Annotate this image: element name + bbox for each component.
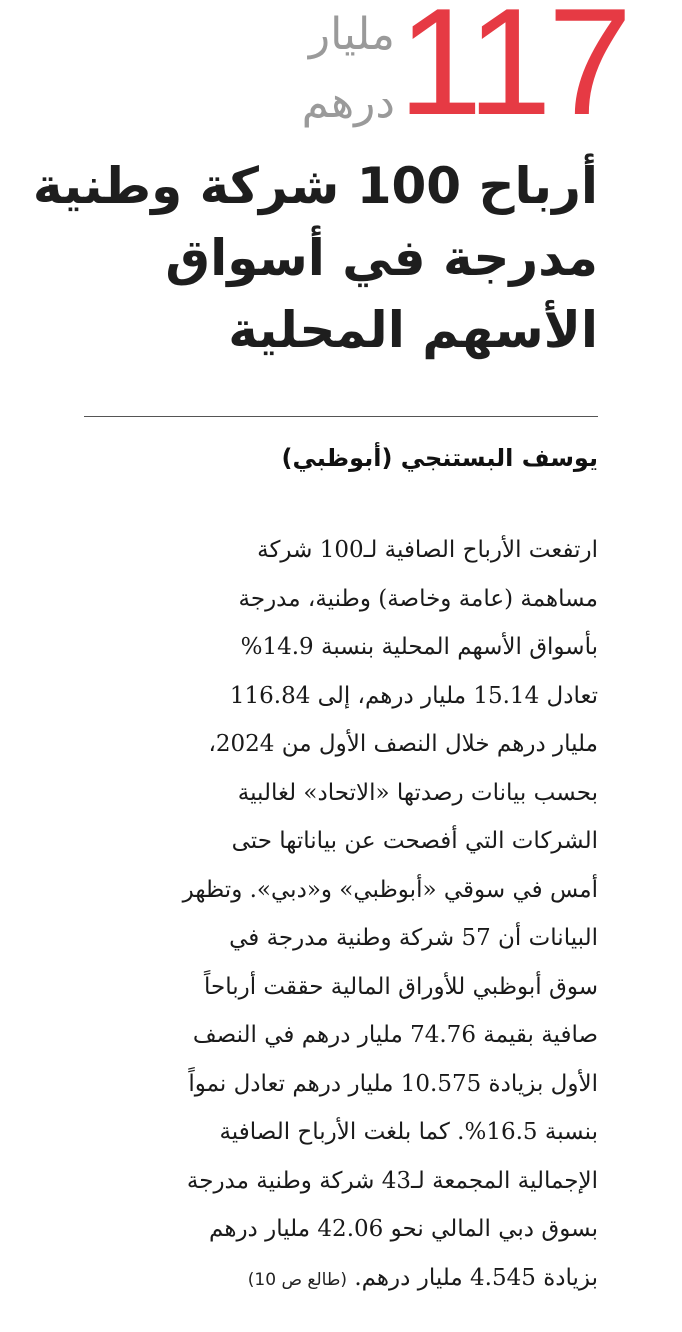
body-line: مساهمة (عامة وخاصة) وطنية، مدرجة (238, 585, 598, 612)
body-last-line (84, 1254, 598, 1303)
body-line: بأسواق الأسهم المحلية بنسبة 14.9% (240, 634, 598, 660)
body-line: بسوق دبي المالي نحو 42.06 مليار درهم (209, 1216, 598, 1242)
stat-unit-billion: مليار (308, 9, 395, 60)
byline: يوسف البستنجي (أبوظبي) (281, 444, 598, 472)
body-line: صافية بقيمة 74.76 مليار درهم في النصف (192, 1022, 598, 1048)
body-line: الأول بزيادة 10.575 مليار درهم تعادل نمواً (188, 1070, 598, 1097)
headline-line: أرباح 100 شركة وطنية (32, 157, 598, 215)
body-line: الإجمالية المجمعة لـ43 شركة وطنية مدرجة (186, 1167, 598, 1194)
body-line: أمس في سوقي «أبوظبي» و«دبي». وتظهر (182, 876, 598, 903)
stat-number: 117 (398, 0, 629, 147)
body-line: ارتفعت الأرباح الصافية لـ100 شركة (257, 537, 598, 563)
headline (32, 150, 598, 366)
page-reference[interactable]: (طالع ص 10) (247, 1269, 347, 1290)
body-last-line-text: بزيادة 4.545 مليار درهم. (354, 1264, 598, 1291)
body-line: تعادل 15.14 مليار درهم، إلى 116.84 (229, 682, 598, 709)
body-line: سوق أبوظبي للأوراق المالية حققت أرباحاً (203, 973, 598, 1000)
stat-unit-dirham: درهم (301, 77, 395, 128)
body-line: البيانات أن 57 شركة وطنية مدرجة في (229, 925, 598, 951)
article-body (84, 526, 598, 1302)
headline-line: الأسهم المحلية (228, 301, 598, 359)
divider (84, 416, 598, 417)
body-line: الشركات التي أفصحت عن بياناتها حتى (231, 828, 598, 854)
body-line: بحسب بيانات رصدتها «الاتحاد» لغالبية (237, 779, 598, 806)
body-line: مليار درهم خلال النصف الأول من 2024، (208, 731, 598, 757)
body-line: بنسبة 16.5%. كما بلغت الأرباح الصافية (219, 1119, 598, 1145)
headline-line: مدرجة في أسواق (165, 229, 598, 287)
